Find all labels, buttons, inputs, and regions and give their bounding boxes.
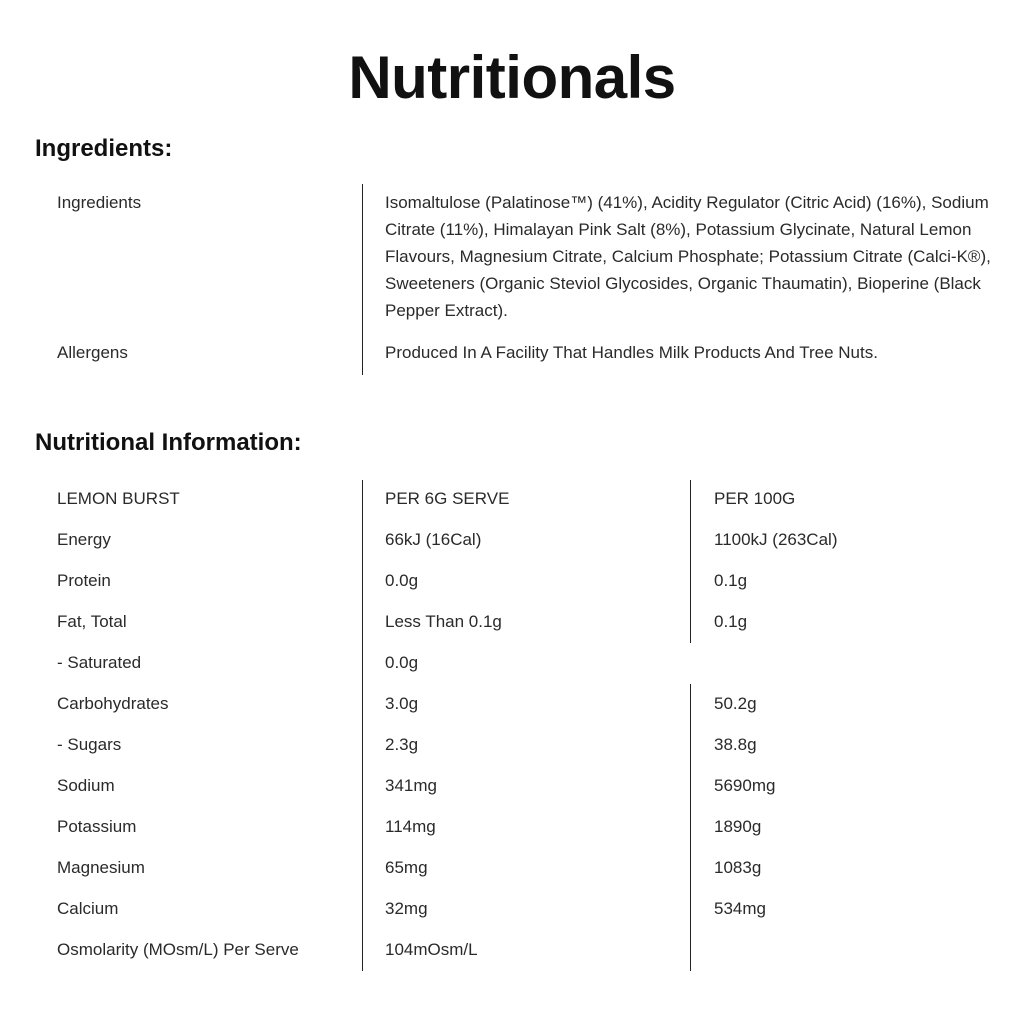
page-title: Nutritionals xyxy=(348,44,676,111)
nutrient-name: - Saturated xyxy=(57,653,142,672)
nutrient-per-100g: 50.2g xyxy=(714,694,757,713)
nutrient-per-serve: 66kJ (16Cal) xyxy=(385,530,482,549)
nutrient-per-serve: 32mg xyxy=(385,899,428,918)
nutrient-per-serve: 0.0g xyxy=(385,571,419,590)
nutrient-per-serve: 2.3g xyxy=(385,735,419,754)
nutrition-divider-2b xyxy=(690,684,691,971)
nutrient-per-100g: 534mg xyxy=(714,899,766,918)
nutrition-header-name: LEMON BURST xyxy=(57,489,180,508)
nutrient-name: Sodium xyxy=(57,776,115,795)
nutrient-per-100g: 1083g xyxy=(714,858,762,877)
nutrient-per-serve: 0.0g xyxy=(385,653,419,672)
nutrient-name: Carbohydrates xyxy=(57,694,169,713)
nutrient-per-serve: 65mg xyxy=(385,858,428,877)
nutrient-per-100g: 0.1g xyxy=(714,612,748,631)
ingredients-divider xyxy=(362,184,363,375)
nutrient-name: Potassium xyxy=(57,817,137,836)
nutrient-name: Protein xyxy=(57,571,111,590)
nutrient-per-100g: 1100kJ (263Cal) xyxy=(714,530,838,549)
ingredients-value: Isomaltulose (Palatinose™) (41%), Acidity Regulator (Citric Acid) (16%), Sodium Citrate (11%), Himalayan Pink Salt (8%), Potassium Glycinate, Natural Lemon Flavours, Magnesium Citrate, Calcium Phosphate; Potassium Citrate (Calci-K®), Sweeteners (Organic Steviol Glycosides, Organic Thaumatin), Bioperine (Black Pepper Extract). xyxy=(385,193,991,320)
ingredients-label: Ingredients xyxy=(57,193,142,212)
nutrient-name: Energy xyxy=(57,530,111,549)
nutrient-name: Osmolarity (MOsm/L) Per Serve xyxy=(57,940,299,959)
nutrition-header-per-100g: PER 100G xyxy=(714,489,796,508)
nutrient-name: - Sugars xyxy=(57,735,122,754)
nutrient-per-serve: 104mOsm/L xyxy=(385,940,478,959)
nutrient-per-100g: 0.1g xyxy=(714,571,748,590)
nutrient-name: Calcium xyxy=(57,899,119,918)
nutrient-per-serve: Less Than 0.1g xyxy=(385,612,502,631)
allergens-value: Produced In A Facility That Handles Milk Products And Tree Nuts. xyxy=(385,343,878,362)
nutrient-per-100g: 5690mg xyxy=(714,776,776,795)
allergens-label: Allergens xyxy=(57,343,128,362)
nutrient-per-100g: 1890g xyxy=(714,817,762,836)
nutrient-name: Magnesium xyxy=(57,858,145,877)
nutrient-per-serve: 3.0g xyxy=(385,694,419,713)
nutrition-heading: Nutritional Information: xyxy=(35,429,302,456)
nutrient-per-serve: 114mg xyxy=(385,817,436,836)
nutrition-divider-1 xyxy=(362,480,363,971)
nutrient-per-100g: 38.8g xyxy=(714,735,757,754)
nutrition-header-per-serve: PER 6G SERVE xyxy=(385,489,510,508)
ingredients-heading: Ingredients: xyxy=(35,135,173,162)
nutrient-name: Fat, Total xyxy=(57,612,127,631)
nutrient-per-serve: 341mg xyxy=(385,776,437,795)
nutrition-divider-2a xyxy=(690,480,691,643)
